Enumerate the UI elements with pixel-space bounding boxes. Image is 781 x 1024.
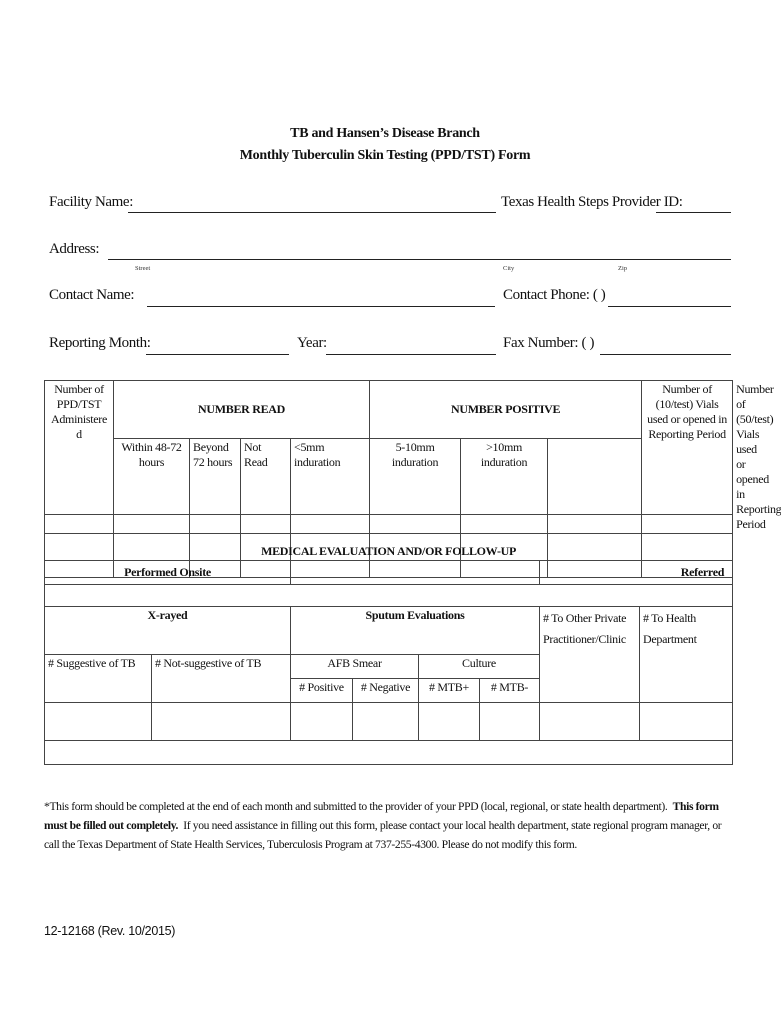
input-suggestive[interactable] (45, 703, 152, 741)
negative-header: # Negative (353, 679, 419, 703)
fax-number-field[interactable] (600, 354, 731, 355)
instructions-note (44, 797, 734, 854)
input-mtb-minus[interactable] (480, 703, 540, 741)
not-read-header: Not Read (241, 439, 291, 534)
facility-name-label: Facility Name: (49, 194, 133, 210)
number-administered-header: Number of PPD/TST Administere d (45, 381, 114, 534)
contact-phone-label: Contact Phone: ( ) (503, 287, 606, 303)
contact-name-field[interactable] (147, 306, 495, 307)
medical-evaluation-header: MEDICAL EVALUATION AND/OR FOLLOW-UP (45, 515, 733, 561)
reporting-month-label: Reporting Month: (49, 335, 151, 351)
5-10mm-header: 5-10mm induration (370, 439, 461, 534)
beyond-72-header: Beyond 72 hours (190, 439, 241, 534)
note-part1: *This form should be completed at the end of each month and submitted to the provider of your PPD (local, regional, or state health department). (44, 800, 668, 813)
contact-phone-field[interactable] (608, 306, 731, 307)
not-suggestive-header: # Not-suggestive of TB (152, 655, 291, 703)
note-part2: If you need assistance in filling out this form, please contact your local health department, state regional program manager, or call the Texas Department of State Health Services, Tuberculosis Program at 737-255-4300. Please do not modify this form. (44, 819, 722, 851)
to-private-practitioner-header: # To Other Private Practitioner/Clinic (540, 607, 640, 703)
year-field[interactable] (326, 354, 496, 355)
input-negative[interactable] (353, 703, 419, 741)
performed-onsite-blank[interactable] (291, 561, 540, 585)
within-48-72-header: Within 48-72 hours (114, 439, 190, 534)
input-to-health[interactable] (640, 703, 733, 741)
spacer-row (45, 585, 733, 607)
bottom-row (45, 741, 733, 765)
city-caption: City (503, 265, 515, 272)
referred-header: Referred (540, 561, 733, 585)
performed-onsite-header: Performed Onsite (45, 561, 291, 585)
input-mtb-plus[interactable] (419, 703, 480, 741)
positive-header: # Positive (291, 679, 353, 703)
zip-caption: Zip (618, 265, 628, 272)
testing-table: Number of PPD/TST Administere d NUMBER READ NUMBER POSITIVE Number of (10/test) Vials used or opened in Reporting Period Number of (50/test) Vials used or opened in Reporting Period Within 48-72 hours Beyond 72 hours Not Read <5mm induration 5-10mm induration >10mm induration (44, 380, 733, 578)
reporting-month-field[interactable] (146, 354, 289, 355)
input-not-suggestive[interactable] (152, 703, 291, 741)
form-title-line2: Monthly Tuberculin Skin Testing (PPD/TST) Form (239, 148, 531, 163)
provider-id-label: Texas Health Steps Provider ID: (501, 194, 683, 210)
xrayed-header: X-rayed (45, 607, 291, 655)
year-label: Year: (297, 335, 327, 351)
street-caption: Street (135, 265, 151, 272)
mtb-plus-header: # MTB+ (419, 679, 480, 703)
facility-name-field[interactable] (128, 212, 496, 213)
afb-smear-header: AFB Smear (291, 655, 419, 679)
input-positive[interactable] (291, 703, 353, 741)
gt10mm-header: >10mm induration (461, 439, 548, 534)
form-title-line1: TB and Hansen’s Disease Branch (290, 126, 480, 141)
contact-name-label: Contact Name: (49, 287, 135, 303)
evaluation-table (44, 514, 733, 765)
suggestive-header: # Suggestive of TB (45, 655, 152, 703)
provider-id-field[interactable] (656, 212, 731, 213)
sputum-header: Sputum Evaluations (291, 607, 540, 655)
address-field[interactable] (108, 259, 731, 260)
mtb-minus-header: # MTB- (480, 679, 540, 703)
culture-header: Culture (419, 655, 540, 679)
form-number: 12-12168 (Rev. 10/2015) (44, 924, 176, 938)
vials-10-header: Number of (10/test) Vials used or opened in Reporting Period (642, 381, 733, 534)
number-positive-header: NUMBER POSITIVE (370, 381, 642, 439)
input-to-private[interactable] (540, 703, 640, 741)
to-health-department-header: # To Health Department (640, 607, 733, 703)
lt5mm-header: <5mm induration (291, 439, 370, 534)
fax-number-label: Fax Number: ( ) (503, 335, 595, 351)
number-read-header: NUMBER READ (114, 381, 370, 439)
note-bold: This form must be filled out completely. (44, 800, 719, 832)
address-label: Address: (49, 241, 100, 257)
